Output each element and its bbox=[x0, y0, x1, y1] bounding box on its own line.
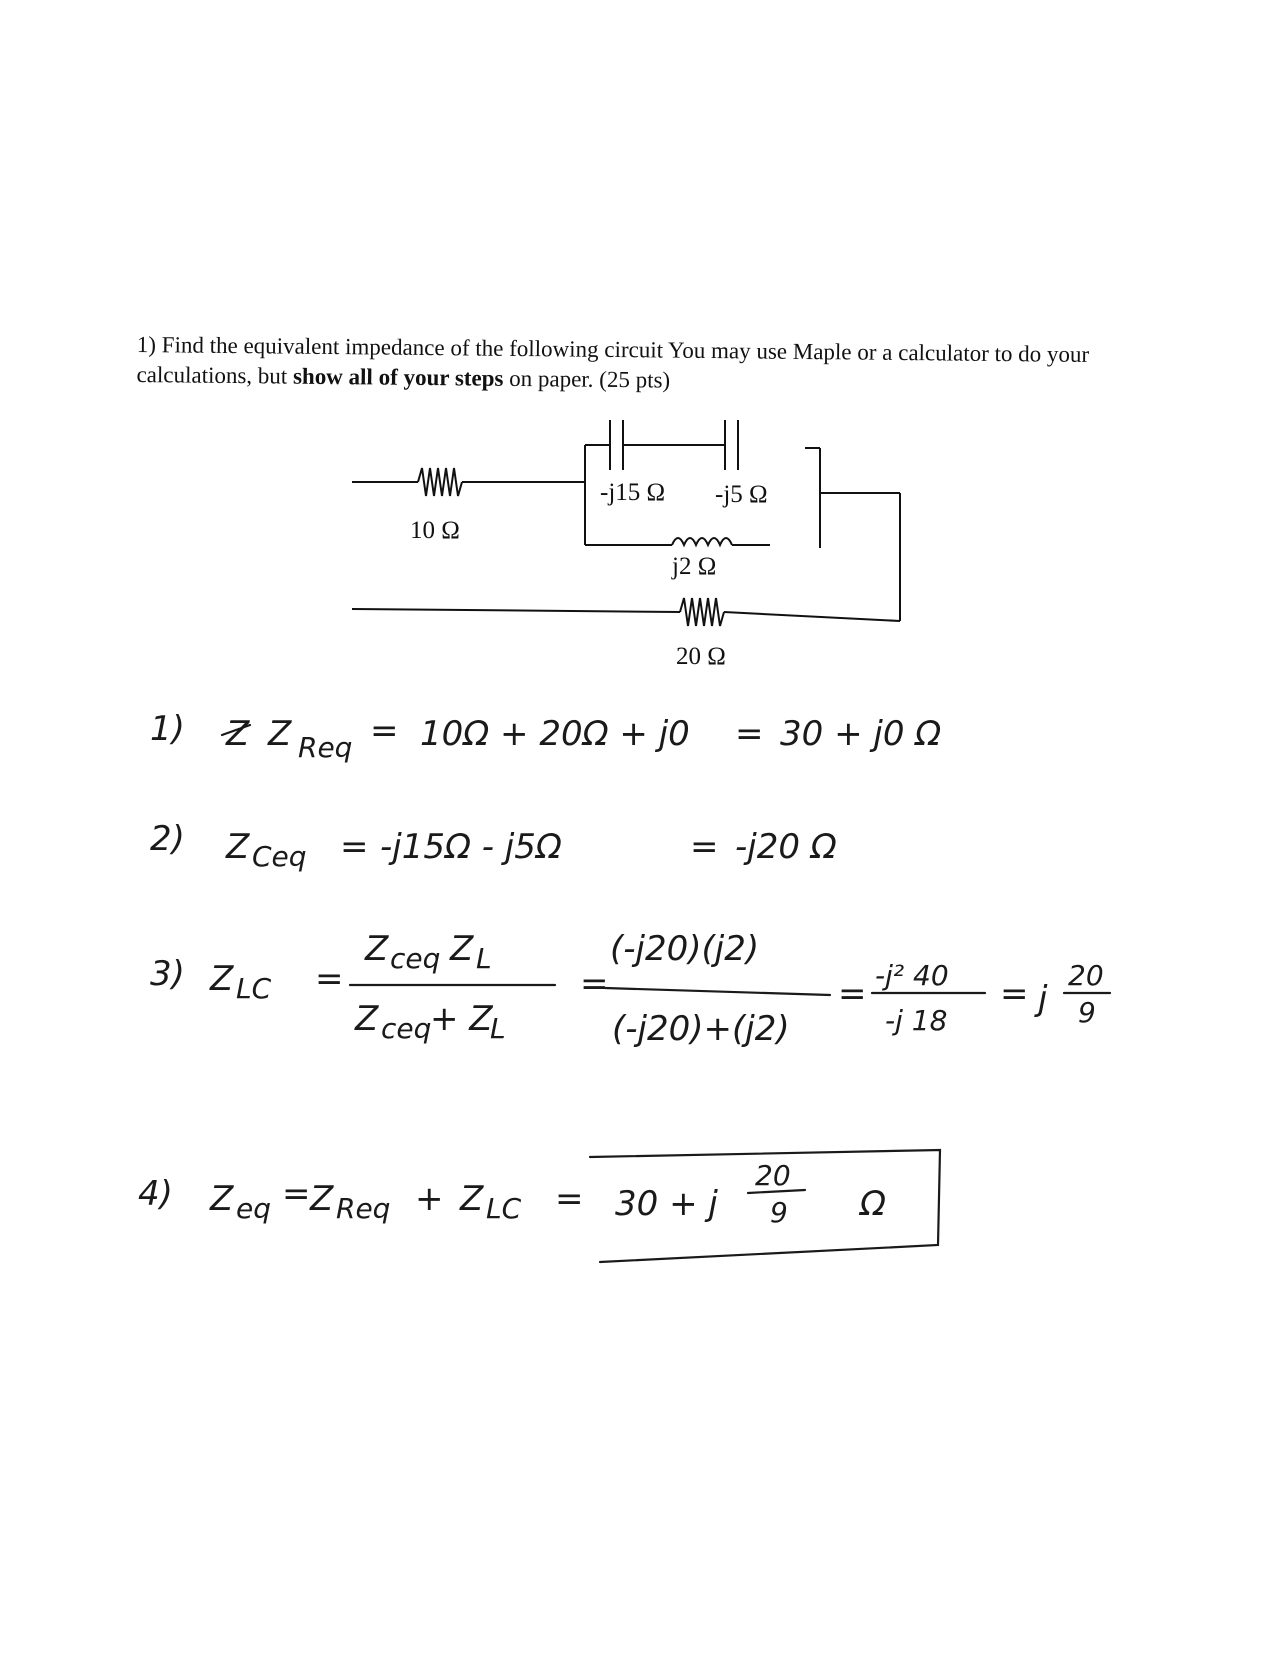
step4-lhs: Z bbox=[210, 1179, 234, 1219]
step2-result: -j20 Ω bbox=[735, 827, 837, 867]
step1-num: 1) bbox=[150, 709, 185, 749]
r1-label: 10 Ω bbox=[410, 517, 460, 544]
question-bold: show all of your steps bbox=[292, 363, 504, 391]
frac1-den-b-sub: L bbox=[490, 1012, 506, 1045]
step4-term1-sub: Req bbox=[336, 1192, 391, 1225]
question-suffix: on paper. (25 pts) bbox=[503, 365, 671, 393]
frac4-num: 20 bbox=[1068, 959, 1104, 992]
resistor-10-icon bbox=[418, 468, 462, 496]
step-1 bbox=[150, 709, 941, 764]
step4-eq: = bbox=[282, 1174, 311, 1214]
frac4-den: 9 bbox=[1078, 996, 1096, 1029]
step2-eq: = bbox=[340, 827, 369, 867]
question-prefix: 1) Find the equivalent impedance of the following circuit You may use Maple or a calculator to do your calculations, but bbox=[136, 331, 1090, 389]
frac1-num-a-sub: ceq bbox=[390, 942, 441, 975]
step1-eq2: = bbox=[735, 714, 764, 754]
step3-num: 3) bbox=[150, 954, 185, 994]
wire-bottom-right bbox=[724, 612, 900, 621]
frac2-den: (-j20)+(j2) bbox=[612, 1009, 790, 1049]
step-3 bbox=[150, 929, 1110, 1049]
l-label: j2 Ω bbox=[672, 553, 717, 580]
fraction-bar-2 bbox=[605, 988, 830, 995]
frac1-num-b: Z bbox=[450, 929, 474, 969]
step1-rhs: 10Ω + 20Ω + j0 bbox=[420, 714, 690, 754]
frac1-den-a-sub: ceq bbox=[381, 1012, 432, 1045]
step1-sub: Req bbox=[298, 731, 353, 764]
step3-lhs: Z bbox=[210, 959, 234, 999]
step1-result: 30 + j0 Ω bbox=[780, 714, 942, 754]
step3-eq4: = bbox=[1000, 974, 1029, 1014]
step-4 bbox=[138, 1150, 940, 1262]
step4-plus: + bbox=[415, 1179, 444, 1219]
step1-scratch: Z bbox=[226, 714, 250, 754]
frac1-num-a: Z bbox=[365, 929, 389, 969]
inductor-icon bbox=[672, 538, 732, 545]
c1-label: -j15 Ω bbox=[600, 479, 666, 506]
frac1-num-b-sub: L bbox=[476, 942, 492, 975]
frac4-pre: j bbox=[1038, 979, 1048, 1019]
answer-num: 20 bbox=[755, 1159, 791, 1192]
wire-bottom-left bbox=[352, 609, 680, 612]
answer-pre: 30 + j bbox=[615, 1184, 718, 1224]
frac2-num: (-j20)(j2) bbox=[610, 929, 760, 969]
step4-term2-sub: LC bbox=[486, 1192, 522, 1225]
step4-sub: eq bbox=[236, 1192, 271, 1225]
circuit-diagram bbox=[0, 0, 1280, 700]
frac1-den-b: + Z bbox=[430, 999, 493, 1039]
step3-eq2: = bbox=[580, 964, 609, 1004]
step2-lhs: Z bbox=[226, 827, 250, 867]
answer-den: 9 bbox=[770, 1196, 788, 1229]
frac1-den-a: Z bbox=[355, 999, 379, 1039]
frac3-den: -j 18 bbox=[885, 1004, 948, 1037]
answer-unit: Ω bbox=[860, 1184, 886, 1224]
step3-eq3: = bbox=[838, 974, 867, 1014]
step4-eq2: = bbox=[555, 1179, 584, 1219]
step3-sub: LC bbox=[236, 972, 272, 1005]
step-2 bbox=[150, 819, 837, 873]
step4-term2: Z bbox=[460, 1179, 484, 1219]
step2-rhs: -j15Ω - j5Ω bbox=[380, 827, 562, 867]
handwritten-solution bbox=[0, 690, 1280, 1310]
step2-eq2: = bbox=[690, 827, 719, 867]
step2-sub: Ceq bbox=[252, 840, 307, 873]
c2-label: -j5 Ω bbox=[715, 481, 768, 508]
step1-lhs: Z bbox=[268, 714, 292, 754]
frac3-num: -j² 40 bbox=[875, 959, 949, 992]
step2-num: 2) bbox=[150, 819, 185, 859]
step3-eq: = bbox=[315, 959, 344, 999]
r2-label: 20 Ω bbox=[676, 643, 726, 670]
resistor-20-icon bbox=[680, 598, 724, 626]
step4-num: 4) bbox=[138, 1174, 173, 1214]
step1-eq: = bbox=[370, 711, 399, 751]
step4-term1: Z bbox=[310, 1179, 334, 1219]
